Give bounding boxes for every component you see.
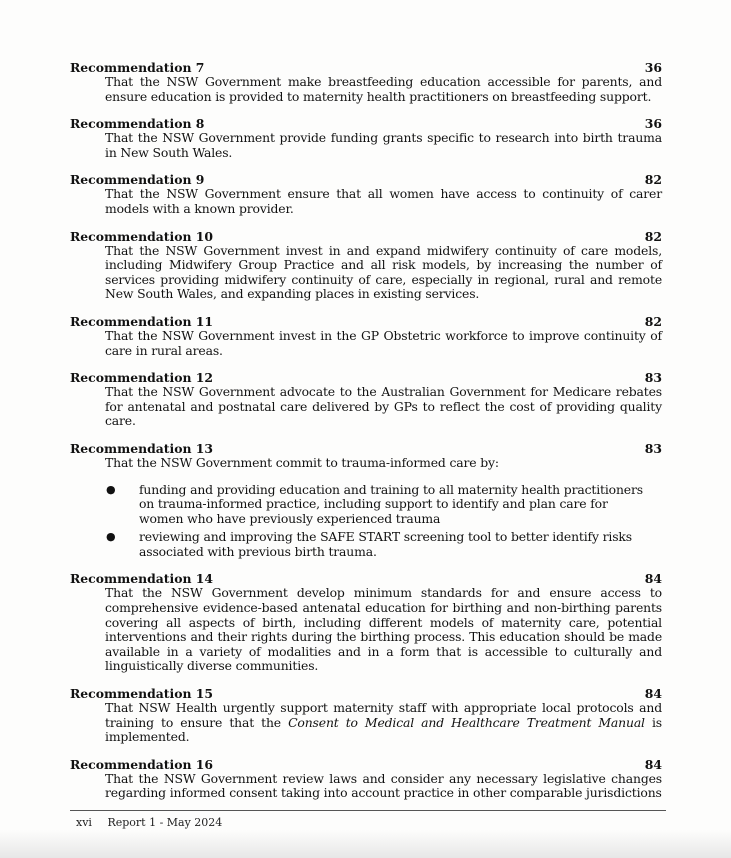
recommendation-10 xyxy=(70,229,662,302)
recommendation-heading xyxy=(70,370,662,385)
bullet-text: reviewing and improving the SAFE START screening tool to better identify risks associated with previous birth trauma. xyxy=(139,529,632,559)
recommendation-title: Recommendation 12 xyxy=(70,370,214,386)
recommendation-title: Recommendation 9 xyxy=(70,172,205,188)
text-segment: That NSW Health urgently support maternity staff with appropriate local protocols and training to ensure that the xyxy=(105,700,662,730)
recommendation-text: That the NSW Government ensure that all women have access to continuity of carer models with a known provider. xyxy=(105,186,662,216)
recommendation-13 xyxy=(70,441,662,560)
recommendation-text: That the NSW Government review laws and consider any necessary legislative changes regarding informed consent taking into account practice in other comparable jurisdictions xyxy=(105,770,662,801)
recommendation-page-ref: 84 xyxy=(644,756,662,772)
recommendation-title: Recommendation 7 xyxy=(70,60,205,75)
recommendation-page-ref: 83 xyxy=(644,440,662,456)
recommendation-title: Recommendation 11 xyxy=(70,313,214,329)
bullet-list xyxy=(70,483,662,560)
recommendation-heading xyxy=(70,229,662,244)
recommendation-page-ref: 36 xyxy=(644,60,662,75)
recommendation-15 xyxy=(70,686,662,745)
recommendation-heading xyxy=(70,60,662,75)
recommendation-7 xyxy=(70,60,662,104)
bullet-text: funding and providing education and training to all maternity health practitioners on trauma-informed practice, including support to identify and plan care for women who have previously experienced trauma xyxy=(139,481,643,526)
recommendation-heading xyxy=(70,571,662,586)
recommendation-text: That the NSW Government provide funding grants specific to research into birth trauma in New South Wales. xyxy=(105,130,662,160)
recommendation-page-ref: 83 xyxy=(644,370,662,386)
recommendation-page-ref: 84 xyxy=(644,571,662,587)
footer-divider xyxy=(70,810,666,811)
recommendation-8 xyxy=(70,116,662,160)
bullet-icon: ● xyxy=(106,482,116,496)
recommendation-text xyxy=(105,701,662,745)
recommendation-text: That the NSW Government commit to trauma-informed care by: xyxy=(105,454,499,470)
recommendation-text: That the NSW Government advocate to the Australian Government for Medicare rebates for antenatal and postnatal care delivered by GPs to reflect the cost of providing quality care. xyxy=(105,384,662,429)
page-footer xyxy=(76,816,222,830)
recommendation-heading xyxy=(70,757,662,772)
manual-title: Consent to Medical and Healthcare Treatment Manual xyxy=(288,714,645,730)
list-item xyxy=(70,530,662,559)
list-item xyxy=(70,483,662,527)
recommendation-title: Recommendation 14 xyxy=(70,571,214,587)
recommendation-page-ref: 84 xyxy=(644,686,662,702)
recommendation-16 xyxy=(70,757,662,801)
recommendation-text: That the NSW Government develop minimum standards for and ensure access to comprehensive evidence-based antenatal education for birthing and non-birthing parents covering all aspects of birth, including different models of maternity care, potential interventions and their rights during the birthing process. This education should be made available in a variety of modalities and in a form that is accessible to culturally and linguistically diverse communities. xyxy=(105,585,662,674)
recommendation-title: Recommendation 10 xyxy=(70,228,214,244)
recommendation-9 xyxy=(70,172,662,216)
bullet-icon: ● xyxy=(106,530,116,544)
recommendation-page-ref: 82 xyxy=(644,228,662,244)
recommendation-title: Recommendation 13 xyxy=(70,440,214,456)
recommendation-page-ref: 82 xyxy=(644,172,662,188)
recommendation-text: That the NSW Government invest in and expand midwifery continuity of care models, including Midwifery Group Practice and all risk models, by increasing the number of services providing midwifery continuity of care, especially in regional, rural and remote New South Wales, and expanding places in existing services. xyxy=(105,242,662,302)
recommendation-heading xyxy=(70,172,662,187)
recommendation-11 xyxy=(70,314,662,358)
recommendation-heading xyxy=(70,441,662,456)
recommendation-12 xyxy=(70,370,662,429)
scan-shadow xyxy=(0,830,731,858)
recommendation-title: Recommendation 16 xyxy=(70,756,214,772)
recommendation-text: That the NSW Government make breastfeeding education accessible for parents, and ensure education is provided to maternity health practitioners on breastfeeding support. xyxy=(105,74,662,104)
recommendation-heading xyxy=(70,116,662,131)
text-segment: is implemented. xyxy=(105,714,662,745)
recommendation-title: Recommendation 8 xyxy=(70,116,205,132)
recommendation-title: Recommendation 15 xyxy=(70,686,214,702)
recommendation-heading xyxy=(70,314,662,329)
recommendation-heading xyxy=(70,686,662,701)
recommendation-text: That the NSW Government invest in the GP Obstetric workforce to improve continuity of care in rural areas. xyxy=(105,327,662,358)
recommendation-page-ref: 82 xyxy=(644,313,662,329)
page-number: xvi xyxy=(76,816,92,829)
recommendation-14 xyxy=(70,571,662,674)
recommendations-list xyxy=(70,60,662,813)
report-label: Report 1 - May 2024 xyxy=(107,816,223,829)
recommendation-page-ref: 36 xyxy=(644,116,662,132)
